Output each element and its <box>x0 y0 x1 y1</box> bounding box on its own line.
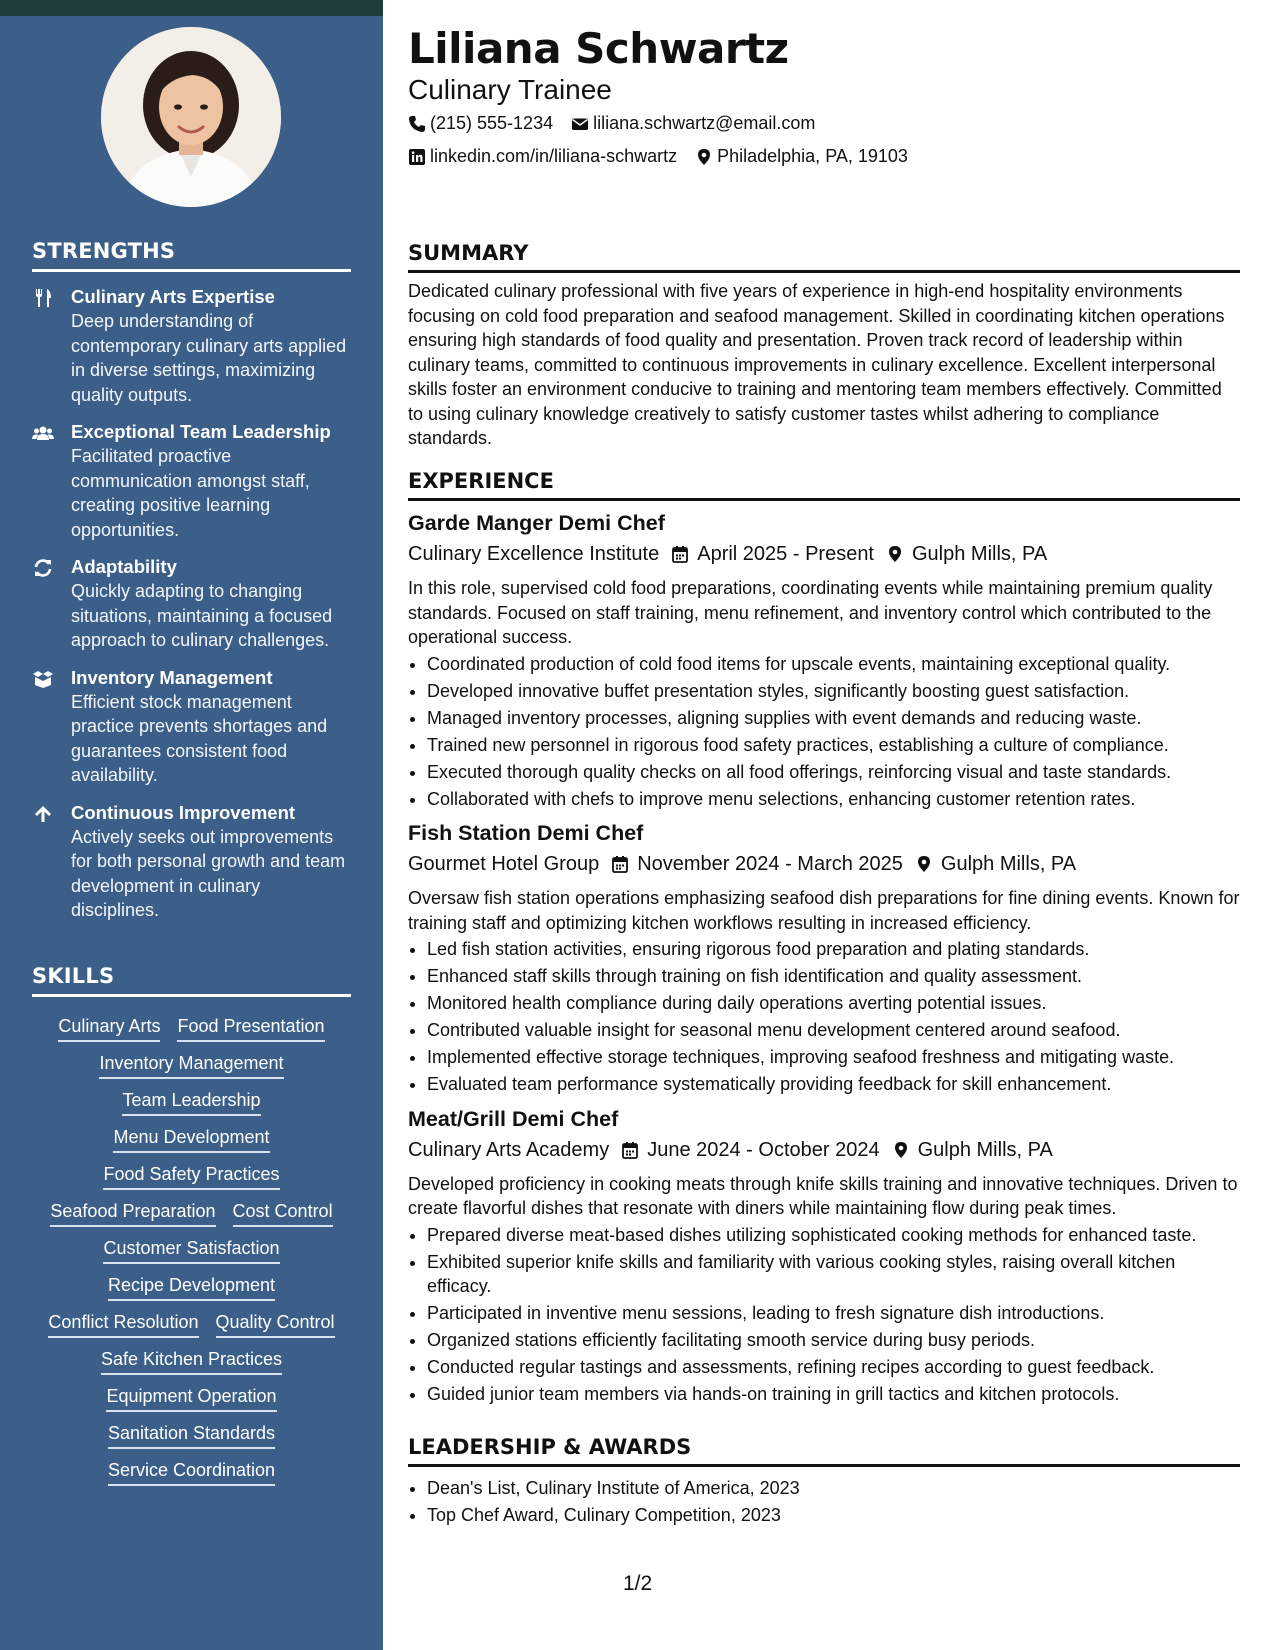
candidate-name: Liliana Schwartz <box>408 24 789 73</box>
list-item: • Conducted regular tastings and assessments, refining recipes according to guest feedback. <box>427 1355 1240 1380</box>
skill-tag: Conflict Resolution <box>48 1301 198 1338</box>
job-meta <box>408 1135 1240 1165</box>
skills-section <box>32 964 351 1486</box>
utensils-icon <box>32 287 54 309</box>
strength-item <box>32 666 351 788</box>
experience-section <box>408 469 1240 1409</box>
strength-title: Culinary Arts Expertise <box>71 286 275 307</box>
awards-heading: LEADERSHIP & AWARDS <box>408 1435 1240 1467</box>
summary-text: Dedicated culinary professional with five years of experience in high-end hospitality environments focusing on cold food preparation and seafood management. Skilled in coordinating kitchen operations ensuring high standards of food quality and presentation. Proven track record of leadership within culinary teams, committed to continuous improvements in culinary excellence. Excellent interpersonal skills foster an environment conducive to training and mentoring team members effectively. Committed to using culinary knowledge creatively to satisfy customer tastes whilst adhering to compliance standards. <box>408 281 1225 448</box>
phone-icon <box>408 115 426 133</box>
job-dates: June 2024 - October 2024 <box>647 1138 880 1161</box>
skill-tag: Equipment Operation <box>32 1375 351 1412</box>
sidebar-top-bar <box>0 0 383 16</box>
list-item: • Prepared diverse meat-based dishes utilizing sophisticated cooking methods for enhanced taste. <box>427 1223 1240 1248</box>
list-item: • Collaborated with chefs to improve menu selections, enhancing customer retention rates. <box>427 787 1240 812</box>
list-item: • Dean's List, Culinary Institute of America, 2023 <box>427 1476 1240 1501</box>
linkedin-icon <box>408 148 426 166</box>
job-meta <box>408 849 1240 879</box>
contact-row-1 <box>408 113 833 134</box>
job-dates: April 2025 - Present <box>697 543 874 565</box>
job-entry <box>408 819 1240 1097</box>
awards-section <box>408 1435 1240 1530</box>
map-marker-icon <box>886 545 904 563</box>
skill-tag: Customer Satisfaction <box>32 1227 351 1264</box>
skill-tag: Menu Development <box>32 1116 351 1153</box>
skill-tag: Seafood Preparation <box>50 1190 215 1227</box>
list-item: • Guided junior team members via hands-on training in grill tactics and kitchen protocols. <box>427 1382 1240 1407</box>
skill-tag: Food Safety Practices <box>32 1153 351 1190</box>
strength-item <box>32 801 351 923</box>
job-bullets <box>408 1223 1240 1407</box>
strength-desc: Facilitated proactive communication amongst staff, creating positive learning opportunities. <box>71 446 310 540</box>
candidate-title: Culinary Trainee <box>408 74 612 105</box>
experience-heading: EXPERIENCE <box>408 469 1240 501</box>
skill-tag: Service Coordination <box>32 1449 351 1486</box>
summary-heading: SUMMARY <box>408 241 1240 273</box>
list-item: • Developed innovative buffet presentation styles, significantly boosting guest satisfaction. <box>427 679 1240 704</box>
skill-tag: Recipe Development <box>32 1264 351 1301</box>
strength-desc: Deep understanding of contemporary culinary arts applied in diverse settings, maximizing quality outputs. <box>71 311 347 405</box>
job-description: Developed proficiency in cooking meats through knife skills training and innovative techniques. Driven to create flavorful dishes that resonate with diners while maintaining flow during peak times. <box>408 1173 1238 1218</box>
job-meta <box>408 539 1240 569</box>
summary-section <box>408 241 1240 451</box>
strength-desc: Quickly adapting to changing situations, maintaining a focused approach to culinary challenges. <box>71 581 333 650</box>
calendar-icon <box>671 545 689 563</box>
job-dates: November 2024 - March 2025 <box>637 853 903 875</box>
skill-tag: Food Presentation <box>177 1005 324 1042</box>
strength-desc: Efficient stock management practice prevents shortages and guarantees consistent food availability. <box>71 691 328 785</box>
envelope-icon <box>571 115 589 133</box>
list-item: • Coordinated production of cold food items for upscale events, maintaining exceptional quality. <box>427 652 1240 677</box>
contact-row-2 <box>408 146 926 167</box>
users-icon <box>32 422 54 444</box>
skill-tag: Safe Kitchen Practices <box>32 1338 351 1375</box>
avatar <box>101 27 281 207</box>
list-item: • Contributed valuable insight for seasonal menu development centered around seafood. <box>427 1018 1240 1043</box>
job-location: Gulph Mills, PA <box>912 543 1048 565</box>
sidebar <box>0 0 383 1650</box>
calendar-icon <box>611 855 629 873</box>
arrow-up-icon <box>32 803 54 825</box>
skill-tag: Sanitation Standards <box>32 1412 351 1449</box>
job-bullets <box>408 937 1240 1097</box>
list-item: • Exhibited superior knife skills and familiarity with various cooking styles, raising overall kitchen efficacy. <box>427 1250 1240 1299</box>
job-title: Meat/Grill Demi Chef <box>408 1106 619 1131</box>
list-item: • Participated in inventive menu sessions, leading to fresh signature dish introductions. <box>427 1301 1240 1326</box>
list-item: • Enhanced staff skills through training on fish identification and quality assessment. <box>427 964 1240 989</box>
location-text: Philadelphia, PA, 19103 <box>717 146 908 166</box>
strength-title: Continuous Improvement <box>71 801 296 823</box>
location-contact <box>695 146 908 167</box>
strength-item <box>32 420 351 542</box>
job-description: In this role, supervised cold food preparations, coordinating events while maintaining premium quality standards. Focused on staff training, menu refinement, and inventory control which contributed to the operational success. <box>408 578 1213 647</box>
skills-list <box>32 1005 351 1486</box>
job-entry <box>408 1105 1240 1407</box>
strength-item <box>32 555 351 653</box>
job-entry <box>408 509 1240 811</box>
job-bullets <box>408 652 1240 812</box>
job-location: Gulph Mills, PA <box>917 1138 1053 1161</box>
list-item: • Led fish station activities, ensuring rigorous food preparation and plating standards. <box>427 937 1240 962</box>
list-item: • Top Chef Award, Culinary Competition, 2023 <box>427 1503 1240 1528</box>
job-title: Garde Manger Demi Chef <box>408 511 665 535</box>
strength-item <box>32 285 351 407</box>
list-item: • Trained new personnel in rigorous food safety practices, establishing a culture of compliance. <box>427 733 1240 758</box>
awards-list <box>408 1476 1240 1528</box>
email-contact[interactable] <box>571 113 815 134</box>
sync-icon <box>32 557 54 579</box>
boxes-icon <box>32 668 54 690</box>
job-company: Culinary Excellence Institute <box>408 543 660 565</box>
job-description: Oversaw fish station operations emphasizing seafood dish preparations for fine dining events. Known for training staff and optimizing kitchen workflows resulting in increased efficiency. <box>408 888 1240 933</box>
email-text: liliana.schwartz@email.com <box>593 113 816 133</box>
strength-desc: Actively seeks out improvements for both personal growth and team development in culinary disciplines. <box>71 826 346 920</box>
linkedin-text: linkedin.com/in/liliana-schwartz <box>430 146 678 166</box>
list-item: • Evaluated team performance systematically providing feedback for skill enhancement. <box>427 1072 1240 1097</box>
list-item: • Managed inventory processes, aligning supplies with event demands and reducing waste. <box>427 706 1240 731</box>
strength-title: Inventory Management <box>71 666 273 688</box>
job-company: Culinary Arts Academy <box>408 1138 610 1161</box>
list-item: • Monitored health compliance during daily operations averting potential issues. <box>427 991 1240 1016</box>
skill-tag: Culinary Arts <box>58 1005 160 1042</box>
linkedin-contact[interactable] <box>408 146 677 167</box>
skill-tag: Quality Control <box>216 1301 335 1338</box>
job-location: Gulph Mills, PA <box>940 853 1077 875</box>
job-title: Fish Station Demi Chef <box>408 821 644 845</box>
strengths-heading: STRENGTHS <box>32 239 351 272</box>
calendar-icon <box>621 1141 639 1159</box>
page-number: 1/2 <box>623 1572 653 1595</box>
skill-tag: Team Leadership <box>32 1079 351 1116</box>
list-item: • Executed thorough quality checks on all food offerings, reinforcing visual and taste standards. <box>427 760 1240 785</box>
map-marker-icon <box>915 855 933 873</box>
job-company: Gourmet Hotel Group <box>408 853 600 875</box>
list-item: • Organized stations efficiently facilitating smooth service during busy periods. <box>427 1328 1240 1353</box>
strengths-section <box>32 239 351 923</box>
strength-title: Exceptional Team Leadership <box>71 421 331 442</box>
skill-tag: Cost Control <box>233 1190 333 1227</box>
phone-contact <box>408 113 553 134</box>
phone-text: (215) 555-1234 <box>430 113 554 133</box>
map-marker-icon <box>892 1141 910 1159</box>
skills-heading: SKILLS <box>32 964 351 997</box>
skill-tag: Inventory Management <box>32 1042 351 1079</box>
map-marker-icon <box>695 148 713 166</box>
strength-title: Adaptability <box>71 556 177 577</box>
list-item: • Implemented effective storage techniques, improving seafood freshness and mitigating waste. <box>427 1045 1240 1070</box>
